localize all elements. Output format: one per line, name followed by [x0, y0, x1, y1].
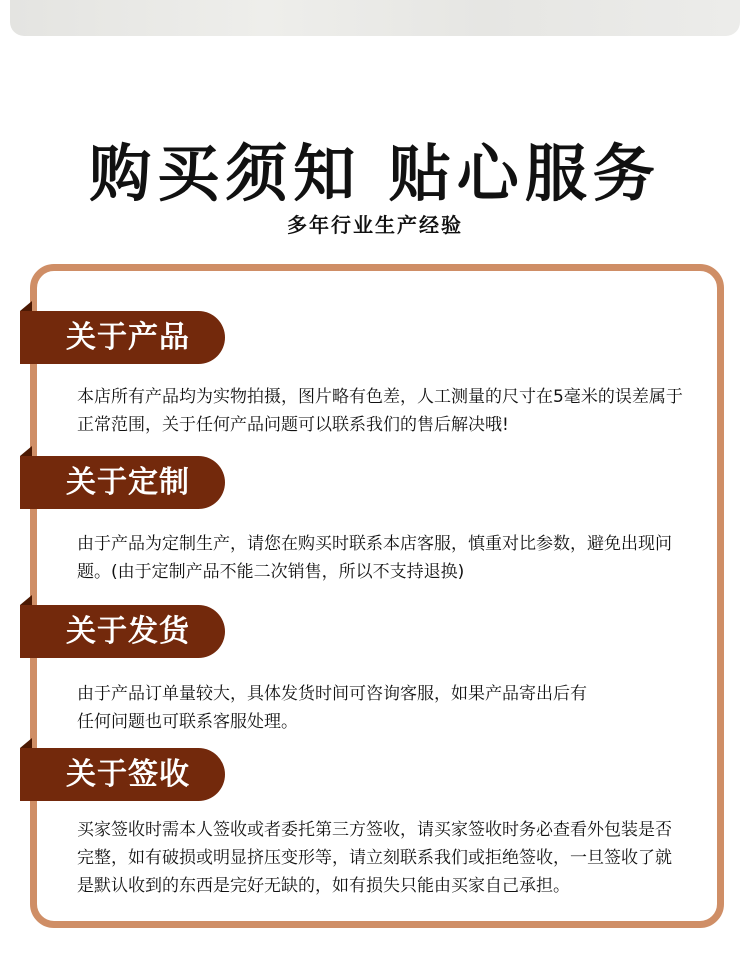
section-tag-product: 关于产品 — [20, 311, 225, 364]
section-text-shipping: 由于产品订单量较大，具体发货时间可咨询客服，如果产品寄出后有任何问题也可联系客服处理。 — [77, 684, 587, 732]
section-tag-custom: 关于定制 — [20, 456, 225, 509]
top-image-strip — [10, 0, 740, 36]
section-text-product: 本店所有产品均为实物拍摄，图片略有色差，人工测量的尺寸在5毫米的误差属于正常范围，关于任何产品问题可以联系我们的售后解决哦! — [77, 387, 683, 435]
page-subtitle: 多年行业生产经验 — [287, 213, 463, 237]
page-title: 购买须知 贴心服务 — [89, 137, 661, 210]
section-tag-shipping: 关于发货 — [20, 605, 225, 658]
section-text-custom: 由于产品为定制生产，请您在购买时联系本店客服，慎重对比参数，避免出现问题。(由于定制产品不能二次销售，所以不支持退换) — [77, 534, 672, 582]
section-tag-receipt: 关于签收 — [20, 748, 225, 801]
section-text-receipt: 买家签收时需本人签收或者委托第三方签收，请买家签收时务必查看外包装是否完整，如有破损或明显挤压变形等，请立刻联系我们或拒绝签收，一旦签收了就是默认收到的东西是完好无缺的，如有损失只能由买家自己承担。 — [77, 820, 672, 896]
